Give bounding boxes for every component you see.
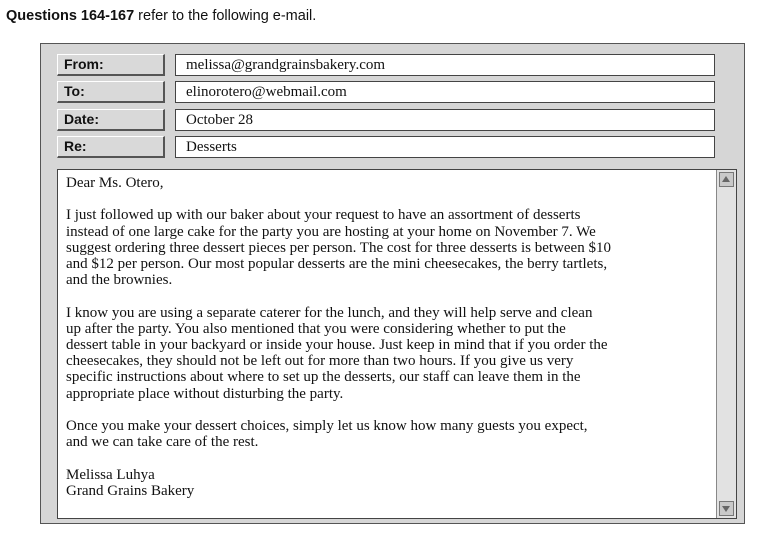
signature-name: Melissa Luhya: [66, 466, 155, 483]
to-field[interactable]: elinorotero@webmail.com: [175, 81, 715, 103]
line: specific instructions about where to set up the desserts, our staff can leave them in the: [66, 369, 581, 386]
question-range: Questions 164-167: [6, 8, 135, 24]
paragraph-1: [66, 207, 718, 288]
signature-company: Grand Grains Bakery: [66, 482, 195, 499]
signature: [66, 467, 718, 499]
paragraph-3: [66, 418, 718, 450]
question-intro-text: refer to the following e-mail.: [134, 8, 317, 24]
greeting: Dear Ms. Otero,: [66, 175, 164, 191]
line: up after the party. You also mentioned that you were considering whether to put the: [66, 320, 566, 337]
email-window: [40, 43, 745, 524]
scroll-up-arrow-icon[interactable]: [719, 172, 734, 187]
date-label: Date:: [57, 109, 165, 131]
date-field[interactable]: October 28: [175, 109, 715, 131]
scroll-down-arrow-icon[interactable]: [719, 501, 734, 516]
line: I just followed up with our baker about your request to have an assortment of desserts: [66, 207, 581, 224]
from-field[interactable]: melissa@grandgrainsbakery.com: [175, 54, 715, 76]
line: cheesecakes, they should not be left out for more than two hours. If you give us very: [66, 353, 574, 370]
from-row: [57, 54, 717, 76]
date-row: [57, 109, 717, 131]
line: dessert table in your backyard or inside your house. Just keep in mind that if you order the: [66, 337, 608, 353]
message-body[interactable]: [57, 169, 737, 519]
subject-field[interactable]: Desserts: [175, 136, 715, 158]
to-row: [57, 81, 717, 103]
line: and the brownies.: [66, 272, 173, 289]
line: and we can take care of the rest.: [66, 434, 259, 451]
paragraph-2: [66, 305, 718, 402]
from-label: From:: [57, 54, 165, 76]
subject-label: Re:: [57, 136, 165, 158]
vertical-scrollbar[interactable]: [716, 170, 736, 518]
line: I know you are using a separate caterer for the lunch, and they will help serve and clean: [66, 304, 593, 321]
line: and $12 per person. Our most popular desserts are the mini cheesecakes, the berry tartlets,: [66, 256, 608, 272]
line: Once you make your dessert choices, simply let us know how many guests you expect,: [66, 418, 588, 434]
question-intro: [6, 8, 316, 24]
to-label: To:: [57, 81, 165, 103]
line: suggest ordering three dessert pieces per person. The cost for three desserts is between $10: [66, 239, 611, 256]
message-text: [66, 175, 718, 499]
subject-row: [57, 136, 717, 158]
line: appropriate place without disturbing the party.: [66, 385, 344, 402]
line: instead of one large cake for the party you are hosting at your home on November 7. We: [66, 223, 596, 240]
